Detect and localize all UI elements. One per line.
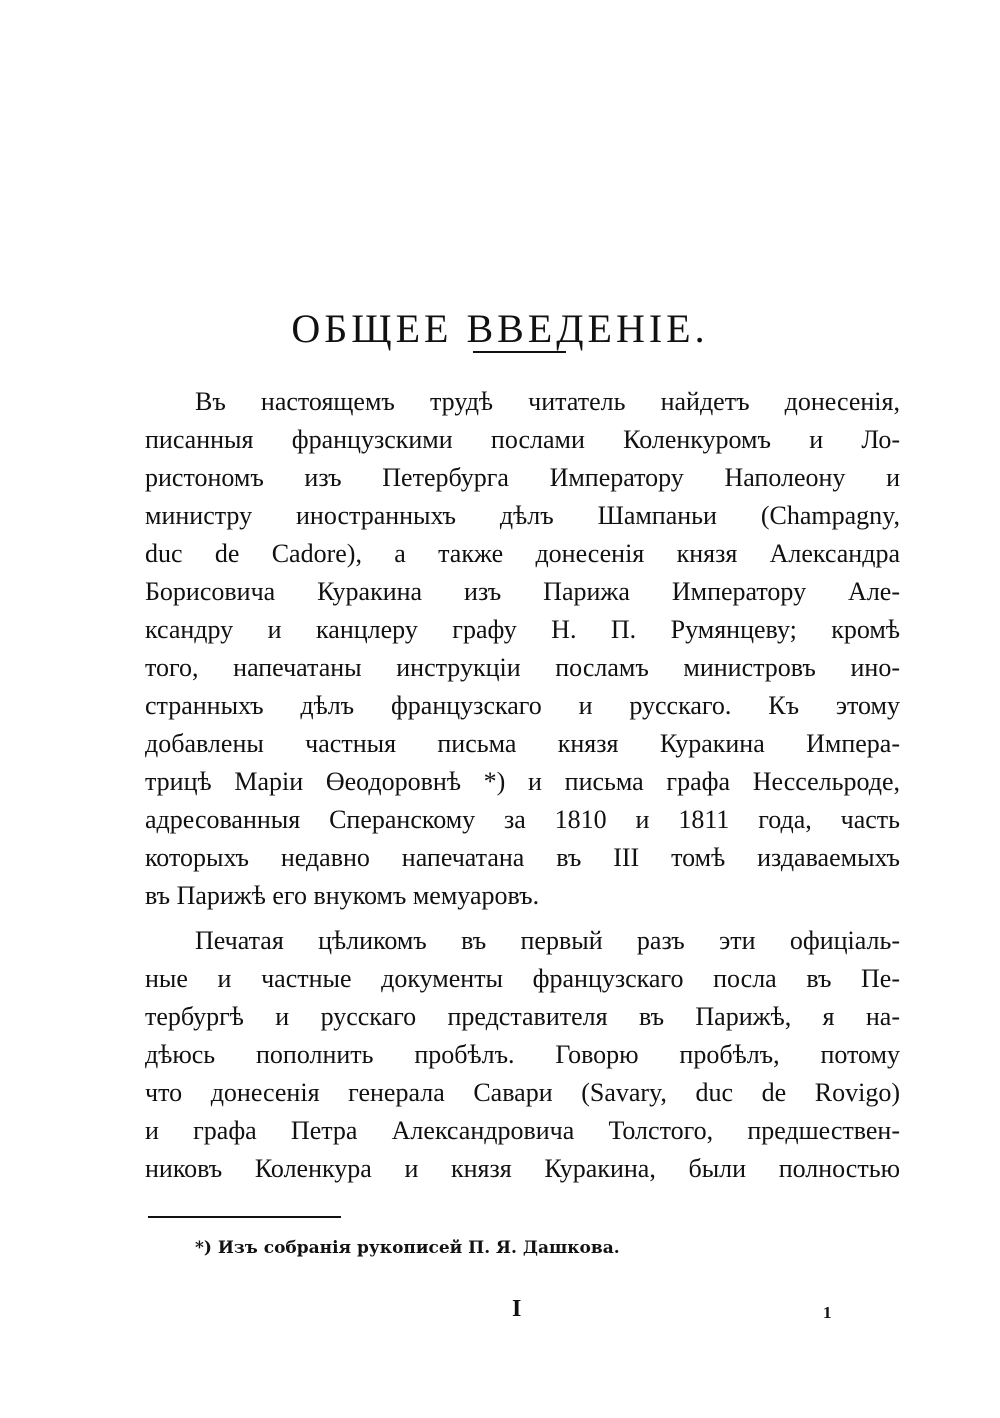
text-line: которыхъ недавно напечатана въ III томѣ издаваемыхъ [145,843,900,872]
text-line: министру иностранныхъ дѣлъ Шампаньи (Champagny, [145,501,900,530]
text-line: Борисовича Куракина изъ Парижа Императору Але- [145,577,900,606]
page-number: 1 [823,1303,832,1322]
text-line: адресованныя Сперанскому за 1810 и 1811 года, часть [145,805,900,834]
text-line: трицѣ Маріи Өеодоровнѣ *) и письма графа Нессельроде, [145,767,900,796]
text-line: никовъ Коленкура и князя Куракина, были полностью [145,1154,900,1183]
text-line: duc de Cadore), а также донесенія князя Александра [145,539,900,568]
text-line: въ Парижѣ его внукомъ мемуаровъ. [145,881,540,910]
text-line: добавлены частныя письма князя Куракина Импера- [145,729,900,758]
text-line: дѣюсь пополнить пробѣлъ. Говорю пробѣлъ, потому [145,1040,900,1069]
text-line: что донесенія генерала Савари (Savary, duc de Rovigo) [145,1078,900,1107]
page-title: ОБЩЕЕ ВВЕДЕНІЕ. [291,305,709,351]
text-line: тербургѣ и русскаго представителя въ Парижѣ, я на- [145,1002,900,1031]
signature-mark: I [512,1296,522,1322]
text-line: Въ настоящемъ трудѣ читатель найдетъ донесенія, [195,387,900,416]
title-divider [473,351,566,353]
text-line: ристономъ изъ Петербурга Императору Наполеону и [145,463,900,492]
footnote: *) Изъ собранія рукописей П. Я. Дашкова. [195,1238,620,1258]
footnote-divider [148,1216,341,1218]
text-line: ксандру и канцлеру графу Н. П. Румянцеву; кромѣ [145,615,900,644]
text-line: странныхъ дѣлъ французскаго и русскаго. Къ этому [145,691,900,720]
text-line: писанныя французскими послами Коленкуромъ и Ло- [145,425,900,454]
text-line: Печатая цѣликомъ въ первый разъ эти офиціаль- [195,926,900,955]
text-line: и графа Петра Александровича Толстого, предшествен- [145,1116,900,1145]
text-line: того, напечатаны инструкціи посламъ министровъ ино- [145,653,900,682]
text-line: ные и частные документы французскаго посла въ Пе- [145,964,900,993]
